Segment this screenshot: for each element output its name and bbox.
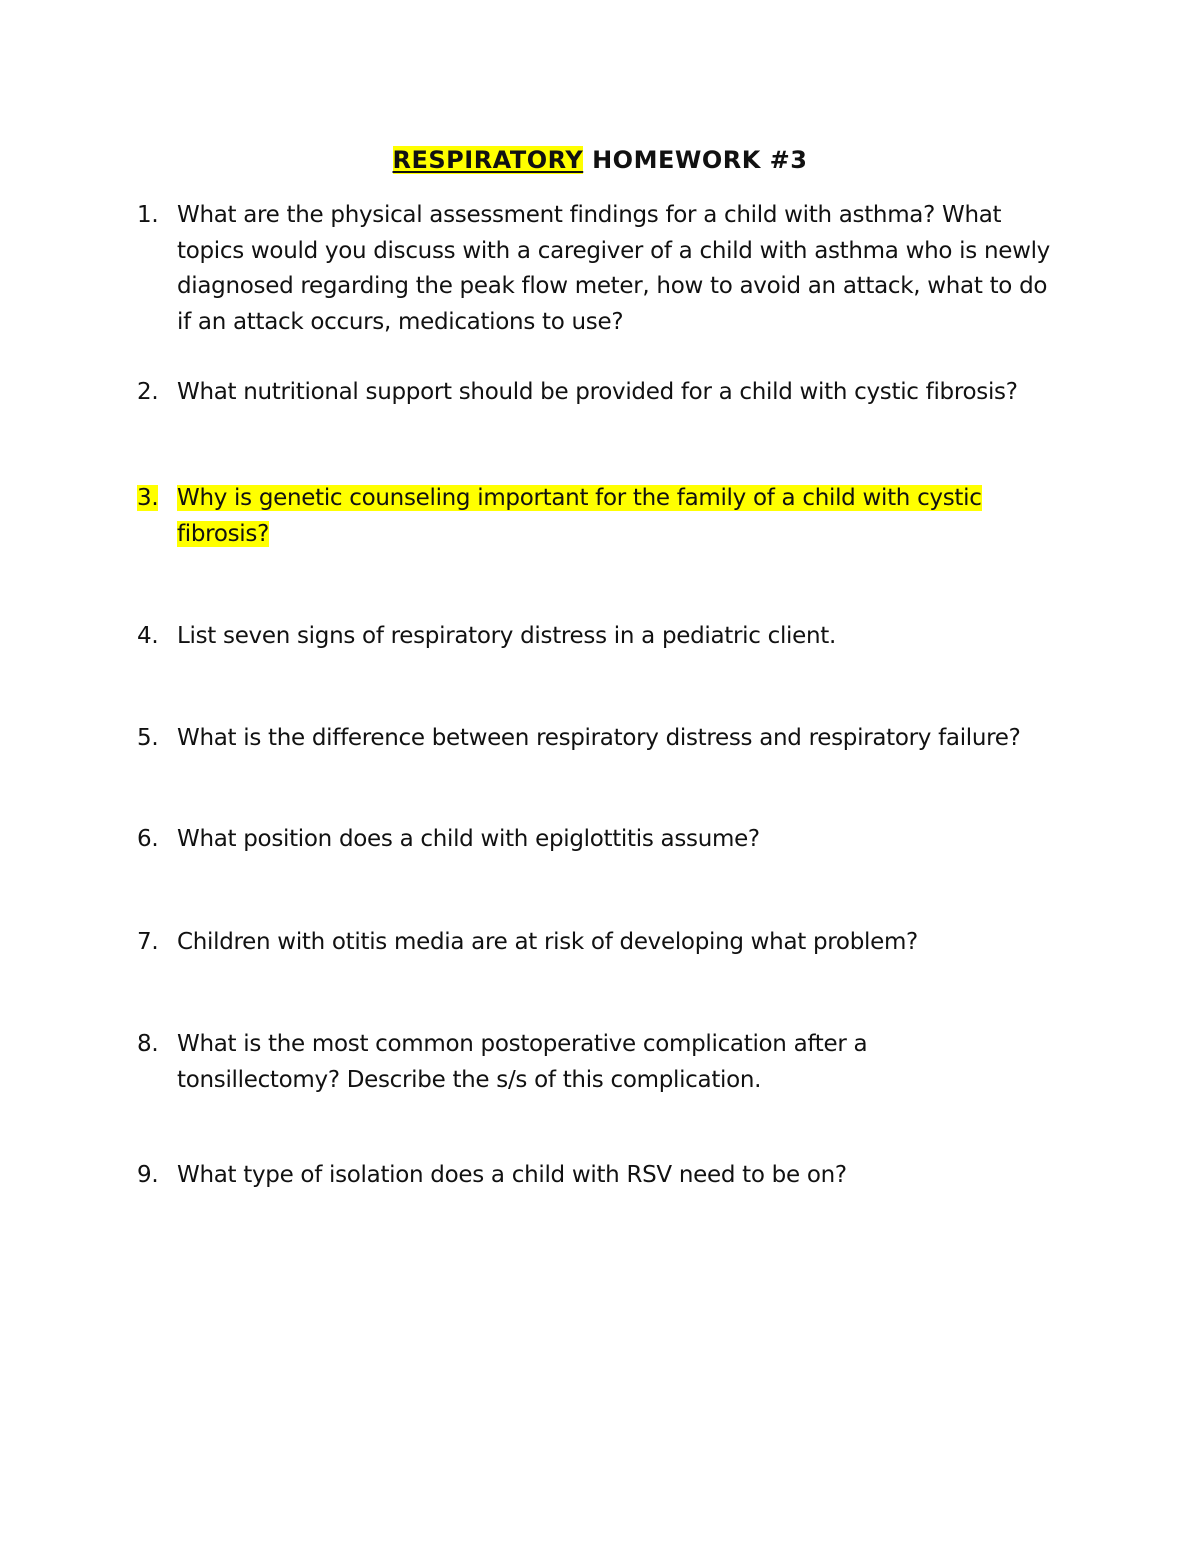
question-number: 7. xyxy=(137,929,159,955)
question-3 xyxy=(137,481,987,552)
title-rest: HOMEWORK #3 xyxy=(592,146,808,174)
question-number-wrap xyxy=(137,481,177,517)
question-text: What is the most common postoperative complication after a tonsillectomy? Describe the s/s of this complication. xyxy=(177,1031,868,1093)
question-text-wrap xyxy=(177,481,987,552)
question-text: Children with otitis media are at risk of developing what problem? xyxy=(177,929,918,955)
title-highlighted-word: RESPIRATORY xyxy=(392,146,584,174)
question-7 xyxy=(137,925,1067,961)
question-number: 3. xyxy=(137,485,159,511)
question-1 xyxy=(137,198,1067,340)
question-text: What position does a child with epiglottitis assume? xyxy=(177,826,760,852)
question-2 xyxy=(137,375,1067,411)
question-number: 6. xyxy=(137,826,159,852)
question-text: What is the difference between respiratory distress and respiratory failure? xyxy=(177,725,1021,751)
question-text: Why is genetic counseling important for the family of a child with cystic fibrosis? xyxy=(177,485,982,547)
question-text: What nutritional support should be provided for a child with cystic fibrosis? xyxy=(177,379,1018,405)
question-text: What are the physical assessment findings for a child with asthma? What topics would you discuss with a caregiver of a child with asthma who is newly diagnosed regarding the peak flow meter, how to avoid an attack, what to do if an attack occurs, medications to use? xyxy=(177,202,1050,335)
question-4 xyxy=(137,619,1067,655)
question-5 xyxy=(137,721,1067,757)
question-number: 8. xyxy=(137,1031,159,1057)
question-number: 4. xyxy=(137,623,159,649)
question-6 xyxy=(137,822,1067,858)
question-number: 9. xyxy=(137,1162,159,1188)
question-number: 5. xyxy=(137,725,159,751)
question-number: 1. xyxy=(137,202,159,228)
page-title xyxy=(0,146,1200,174)
question-8 xyxy=(137,1027,1037,1098)
question-number: 2. xyxy=(137,379,159,405)
question-text: List seven signs of respiratory distress in a pediatric client. xyxy=(177,623,837,649)
question-9 xyxy=(137,1158,1067,1194)
question-text: What type of isolation does a child with RSV need to be on? xyxy=(177,1162,847,1188)
